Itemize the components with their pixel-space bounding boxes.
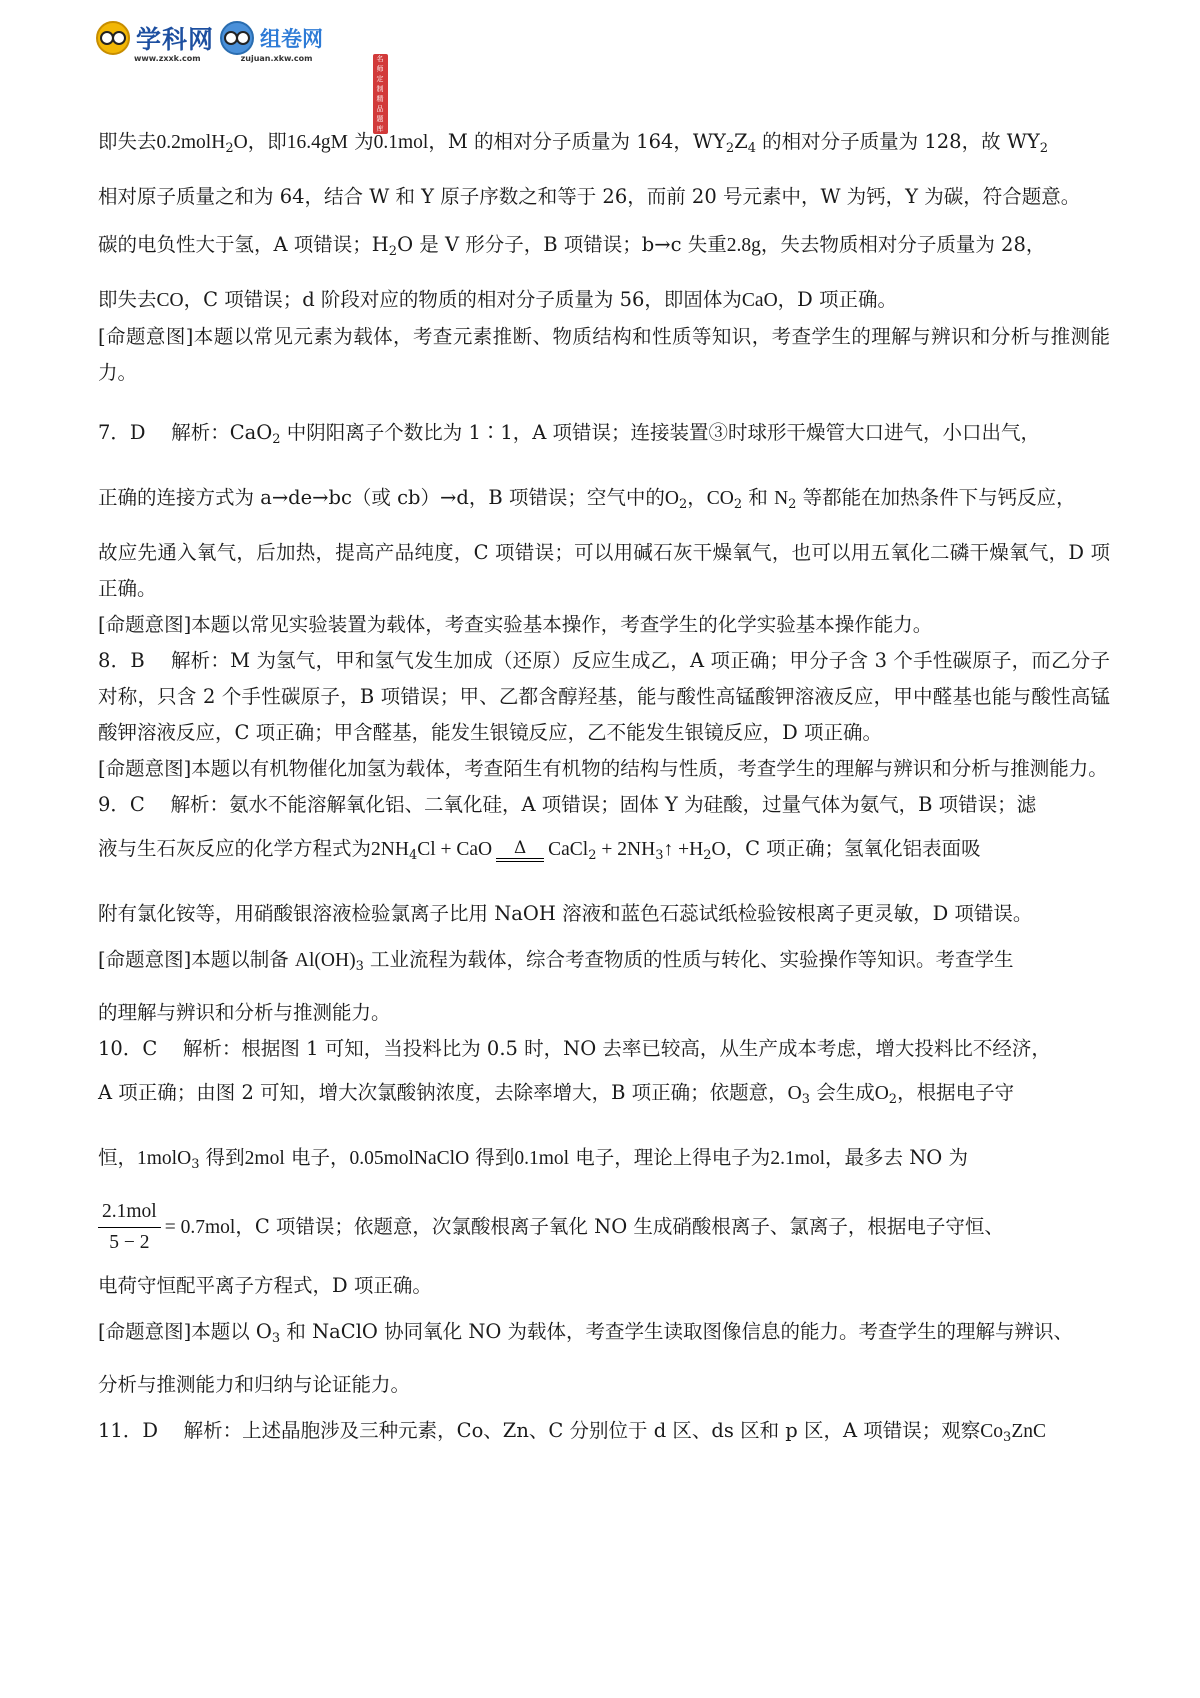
q10-line5: 电荷守恒配平离子方程式，D 项正确。: [98, 1274, 432, 1297]
q11-line1: 11．D 解析：上述晶胞涉及三种元素，Co、Zn、C 分别位于 d 区、ds 区和 p 区，A 项错误；观察$Co_3ZnC$: [98, 1419, 1046, 1445]
logo-url-2: zujuan.xkw.com: [240, 54, 313, 63]
owl-mascot-icon-2: [220, 21, 254, 55]
logo-text-xueke: 学科网: [136, 25, 215, 54]
fraction: $\frac{\text{2.1mol}}{5 - 2}$: [98, 1197, 161, 1258]
q10-line2: A 项正确；由图 2 可知，增大次氯酸钠浓度，去除率增大，B 项正确；依题意，$O_3$ 会生成$O_2$，根据电子守: [98, 1081, 1015, 1107]
answer-content: [98, 124, 1110, 1456]
q7-intent: [命题意图]本题以常见实验装置为载体，考查实验基本操作，考查学生的化学实验基本操作能力。: [98, 613, 933, 636]
q9-equation-line: 液与生石灰反应的化学方程式为$2NH_4Cl$ + CaO Δ CaCl$_2$ + $2NH_3↑ +H_2O$，C 项正确；氢氧化铝表面吸: [98, 837, 981, 863]
q7-line1: 7．D 解析：CaO$_2$ 中阴阳离子个数比为 1∶1，A 项错误；连接装置③时球形干燥管大口进气，小口出气，: [98, 421, 1041, 447]
q10-intent: [命题意图]本题以 $O_3$ 和 NaClO 协同氧化 NO 为载体，考查学生读取图像信息的能力。考查学生的理解与辨识、: [98, 1320, 1074, 1346]
q9-intent-cont: 的理解与辨识和分析与推测能力。: [98, 1001, 391, 1024]
q7-line2: 正确的连接方式为 a→de→bc（或 cb）→d，B 项错误；空气中的$O_2$，$CO_2$ 和 $N_2$ 等都能在加热条件下与钙反应，: [98, 486, 1076, 512]
q9-line1: 9．C 解析：氨水不能溶解氧化铝、二氧化硅，A 项错误；固体 Y 为硅酸，过量气体为氨气，B 项错误；滤: [98, 793, 1037, 816]
para1-line4: 即失去CO，C 项错误；d 阶段对应的物质的相对分子质量为 56，即固体为CaO，D 项正确。: [98, 288, 898, 311]
logo-banner: 名师定制精品题库: [373, 54, 388, 134]
q10-line3: 恒，1molO$_3$ 得到2mol 电子，0.05molNaClO 得到0.1mol 电子，理论上得电子为2.1mol，最多去 NO 为: [98, 1146, 968, 1172]
owl-mascot-icon: [96, 21, 130, 55]
para1-line3: 碳的电负性大于氢，A 项错误；$H_2O$ 是 V 形分子，B 项错误；b→c 失重2.8g，失去物质相对分子质量为 28，: [98, 233, 1046, 259]
para1-intent: [命题意图]本题以常见元素为载体，考查元素推断、物质结构和性质等知识，考查学生的理解与辨识和分析与推测能力。: [98, 325, 1110, 384]
logo-url-1: www.zxxk.com: [134, 54, 201, 63]
site-logo: [96, 20, 384, 133]
para1-line2: 相对原子质量之和为 64，结合 W 和 Y 原子序数之和等于 26，而前 20 号元素中，W 为钙，Y 为碳，符合题意。: [98, 185, 1081, 208]
q9-line3: 附有氯化铵等，用硝酸银溶液检验氯离子比用 NaOH 溶液和蓝色石蕊试纸检验铵根离子更灵敏，D 项错误。: [98, 902, 1033, 925]
q8-text: 8．B 解析：M 为氢气，甲和氢气发生加成（还原）反应生成乙，A 项正确；甲分子含 3 个手性碳原子，而乙分子对称，只含 2 个手性碳原子，B 项错误；甲、乙都含醇羟基，能与酸性高锰酸钾溶液反应，甲中醛基也能与酸性高锰酸钾溶液反应，C 项正确；甲含醛基，能发生银镜反应，乙不能发生银镜反应，D 项正确。: [98, 649, 1110, 744]
q10-line4: $\frac{\text{2.1mol}}{5 - 2}$ = 0.7mol，C 项错误；依题意，次氯酸根离子氧化 NO 生成硝酸根离子、氯离子，根据电子守恒、: [98, 1197, 1110, 1258]
q9-intent: [命题意图]本题以制备 $Al(OH)_3$ 工业流程为载体，综合考查物质的性质与转化、实验操作等知识。考查学生: [98, 948, 1014, 974]
logo-text-zujuan: 组卷网: [260, 27, 324, 51]
heating-arrow-icon: Δ: [496, 838, 544, 862]
q10-intent-cont: 分析与推测能力和归纳与论证能力。: [98, 1373, 411, 1396]
para1-line1: 即失去0.2molH$_2$O，即16.4gM 为0.1mol，M 的相对分子质量为 164，$WY_2Z_4$ 的相对分子质量为 128，故 $WY_2$: [98, 130, 1048, 156]
q10-line1: 10．C 解析：根据图 1 可知，当投料比为 0.5 时，NO 去率已较高，从生产成本考虑，增大投料比不经济，: [98, 1037, 1051, 1060]
q7-line3: 故应先通入氧气，后加热，提高产品纯度，C 项错误；可以用碱石灰干燥氧气，也可以用五氧化二磷干燥氧气，D 项正确。: [98, 541, 1110, 600]
q8-intent: [命题意图]本题以有机物催化加氢为载体，考查陌生有机物的结构与性质，考查学生的理解与辨识和分析与推测能力。: [98, 757, 1108, 780]
